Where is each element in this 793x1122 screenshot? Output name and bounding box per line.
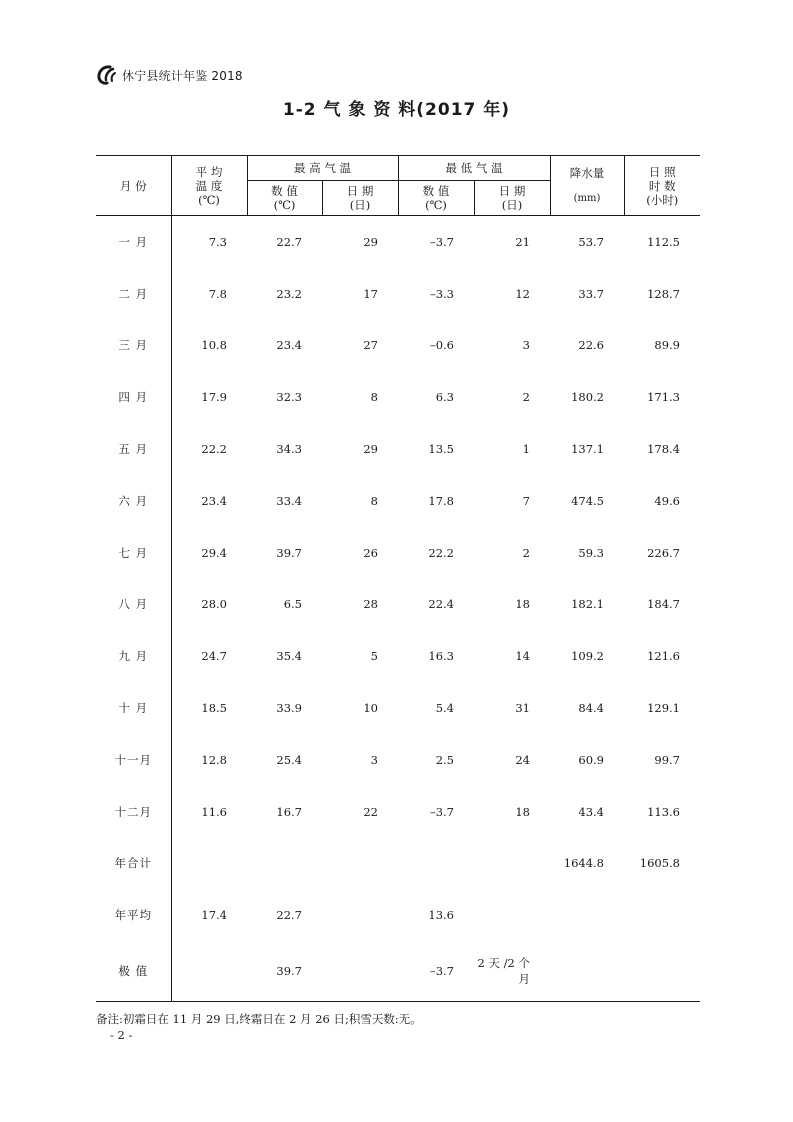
footnote: 备注:初霜日在 11 月 29 日,终霜日在 2 月 26 日;积雪天数:无。 bbox=[96, 1012, 422, 1026]
avg-temp-cell: 24.7 bbox=[171, 630, 247, 682]
min-temp-date-cell: 12 bbox=[515, 286, 530, 301]
avg-temp-cell: 28.0 bbox=[171, 579, 247, 631]
min-temp-cell: 16.3 bbox=[428, 649, 454, 664]
min-temp-date-cell: 2 bbox=[522, 390, 530, 405]
min-temp-cell: 5.4 bbox=[435, 701, 454, 716]
avg-temp-header: 平 均 温 度 (℃) bbox=[171, 156, 247, 216]
table-row bbox=[96, 268, 700, 320]
min-temp-value-header: 数 值 (℃) bbox=[398, 181, 474, 216]
month-label-cell: 十二月 bbox=[114, 804, 152, 819]
max-temp-date-cell: 27 bbox=[363, 338, 378, 353]
precipitation-cell: 43.4 bbox=[578, 804, 604, 819]
precipitation-cell: 137.1 bbox=[571, 442, 604, 457]
month-label-cell: 七 月 bbox=[118, 545, 149, 560]
page-title: 1-2 气 象 资 料(2017 年) bbox=[282, 100, 511, 120]
month-label-cell: 十一月 bbox=[114, 752, 152, 767]
min-temp-date-cell: 3 bbox=[522, 338, 530, 353]
min-temp-date-cell: 1 bbox=[522, 442, 530, 457]
page-number: - 2 - bbox=[110, 1028, 133, 1042]
min-temp-date-cell: 2 bbox=[522, 545, 530, 560]
table-row bbox=[96, 475, 700, 527]
table-row bbox=[96, 216, 700, 268]
max-temp-date-cell: 28 bbox=[363, 597, 378, 612]
precipitation-cell: 84.4 bbox=[578, 701, 604, 716]
avg-temp-cell: 12.8 bbox=[171, 734, 247, 786]
min-temp-date-cell: 14 bbox=[515, 649, 530, 664]
precipitation-cell bbox=[550, 889, 624, 941]
avg-temp-cell: 7.3 bbox=[171, 216, 247, 268]
max-temp-group-header: 最 高 气 温 bbox=[247, 156, 398, 181]
month-label-cell: 六 月 bbox=[118, 493, 149, 508]
max-temp-date-cell: 29 bbox=[363, 442, 378, 457]
sunshine-cell: 184.7 bbox=[647, 597, 680, 612]
sunshine-cell: 99.7 bbox=[654, 752, 680, 767]
table-row bbox=[96, 423, 700, 475]
max-temp-cell: 32.3 bbox=[276, 390, 302, 405]
precipitation-cell: 109.2 bbox=[571, 649, 604, 664]
avg-temp-cell: 29.4 bbox=[171, 527, 247, 579]
precipitation-cell bbox=[550, 941, 624, 1002]
precipitation-cell: 60.9 bbox=[578, 752, 604, 767]
avg-temp-cell: 11.6 bbox=[171, 786, 247, 838]
precipitation-header: 降水量 (mm) bbox=[550, 156, 624, 216]
avg-temp-cell: 10.8 bbox=[171, 320, 247, 372]
table-row bbox=[96, 579, 700, 631]
month-label-cell: 八 月 bbox=[118, 597, 149, 612]
month-label-cell: 年合计 bbox=[114, 856, 152, 871]
max-temp-date-cell: 17 bbox=[363, 286, 378, 301]
table-row bbox=[96, 320, 700, 372]
max-temp-date-header: 日 期 (日) bbox=[322, 181, 398, 216]
weather-data-table bbox=[96, 155, 700, 1002]
sunshine-cell: 129.1 bbox=[647, 701, 680, 716]
sunshine-cell: 112.5 bbox=[647, 234, 680, 249]
min-temp-cell: 22.4 bbox=[428, 597, 454, 612]
table-row bbox=[96, 682, 700, 734]
max-temp-cell: 33.4 bbox=[276, 493, 302, 508]
avg-temp-cell: 17.4 bbox=[171, 889, 247, 941]
avg-temp-cell: 18.5 bbox=[171, 682, 247, 734]
month-label-cell: 二 月 bbox=[118, 286, 149, 301]
max-temp-date-cell bbox=[322, 838, 398, 890]
sunshine-cell: 178.4 bbox=[647, 442, 680, 457]
sunshine-cell: 121.6 bbox=[647, 649, 680, 664]
month-label-cell: 十 月 bbox=[118, 701, 149, 716]
max-temp-date-cell bbox=[322, 889, 398, 941]
sunshine-cell: 49.6 bbox=[654, 493, 680, 508]
sunshine-cell: 113.6 bbox=[647, 804, 680, 819]
min-temp-cell: –3.3 bbox=[429, 286, 454, 301]
max-temp-date-cell: 10 bbox=[363, 701, 378, 716]
min-temp-date-header: 日 期 (日) bbox=[474, 181, 550, 216]
sunshine-cell: 89.9 bbox=[654, 338, 680, 353]
month-header: 月 份 bbox=[96, 156, 171, 216]
max-temp-date-cell: 22 bbox=[363, 804, 378, 819]
table-row bbox=[96, 630, 700, 682]
table-row bbox=[96, 941, 700, 1002]
max-temp-cell: 22.7 bbox=[276, 234, 302, 249]
max-temp-date-cell bbox=[322, 941, 398, 1002]
month-label-cell: 九 月 bbox=[118, 649, 149, 664]
month-label-cell: 五 月 bbox=[118, 442, 149, 457]
table-row bbox=[96, 734, 700, 786]
max-temp-date-cell: 5 bbox=[370, 649, 378, 664]
max-temp-cell: 16.7 bbox=[276, 804, 302, 819]
precipitation-cell: 53.7 bbox=[578, 234, 604, 249]
min-temp-cell: 2.5 bbox=[435, 752, 454, 767]
max-temp-date-cell: 26 bbox=[363, 545, 378, 560]
table-row bbox=[96, 838, 700, 890]
avg-temp-cell bbox=[171, 838, 247, 890]
month-label-cell: 四 月 bbox=[118, 390, 149, 405]
max-temp-cell: 22.7 bbox=[276, 908, 302, 923]
min-temp-date-cell: 18 bbox=[515, 597, 530, 612]
min-temp-cell: 17.8 bbox=[428, 493, 454, 508]
min-temp-date-cell bbox=[474, 889, 550, 941]
table-row bbox=[96, 889, 700, 941]
table-row bbox=[96, 371, 700, 423]
avg-temp-cell bbox=[171, 941, 247, 1002]
max-temp-date-cell: 8 bbox=[370, 493, 378, 508]
max-temp-cell: 25.4 bbox=[276, 752, 302, 767]
min-temp-cell: 6.3 bbox=[435, 390, 454, 405]
month-label-cell: 年平均 bbox=[114, 908, 152, 923]
sunshine-cell bbox=[624, 889, 700, 941]
table-row bbox=[96, 527, 700, 579]
precipitation-cell: 59.3 bbox=[578, 545, 604, 560]
min-temp-cell: 13.6 bbox=[428, 908, 454, 923]
precipitation-cell: 182.1 bbox=[571, 597, 604, 612]
max-temp-cell: 33.9 bbox=[276, 701, 302, 716]
avg-temp-cell: 23.4 bbox=[171, 475, 247, 527]
precipitation-cell: 180.2 bbox=[571, 390, 604, 405]
max-temp-cell bbox=[247, 838, 322, 890]
max-temp-cell: 39.7 bbox=[276, 545, 302, 560]
yearbook-header bbox=[96, 63, 243, 87]
max-temp-date-cell: 8 bbox=[370, 390, 378, 405]
sunshine-cell bbox=[624, 941, 700, 1002]
min-temp-date-cell: 18 bbox=[515, 804, 530, 819]
month-label-cell: 一 月 bbox=[118, 234, 149, 249]
sunshine-cell: 128.7 bbox=[647, 286, 680, 301]
max-temp-cell: 39.7 bbox=[247, 941, 322, 1002]
min-temp-cell bbox=[398, 838, 474, 890]
max-temp-value-header: 数 值 (℃) bbox=[247, 181, 322, 216]
max-temp-cell: 23.2 bbox=[276, 286, 302, 301]
min-temp-cell: 13.5 bbox=[428, 442, 454, 457]
min-temp-date-cell: 24 bbox=[515, 752, 530, 767]
min-temp-date-cell: 7 bbox=[522, 493, 530, 508]
min-temp-cell: –3.7 bbox=[429, 234, 454, 249]
month-label-cell: 极 值 bbox=[96, 941, 171, 1002]
sunshine-cell: 171.3 bbox=[647, 390, 680, 405]
max-temp-cell: 23.4 bbox=[276, 338, 302, 353]
sunshine-cell: 226.7 bbox=[647, 545, 680, 560]
max-temp-cell: 34.3 bbox=[276, 442, 302, 457]
avg-temp-cell: 7.8 bbox=[171, 268, 247, 320]
min-temp-date-cell: 2 天 /2 个月 bbox=[474, 941, 550, 1002]
sunshine-cell: 1605.8 bbox=[639, 856, 680, 871]
max-temp-date-cell: 29 bbox=[363, 234, 378, 249]
min-temp-cell: –3.7 bbox=[398, 941, 474, 1002]
sunshine-header: 日 照 时 数 (小时) bbox=[624, 156, 700, 216]
avg-temp-cell: 22.2 bbox=[171, 423, 247, 475]
table-row bbox=[96, 786, 700, 838]
yearbook-logo-icon bbox=[96, 64, 118, 86]
min-temp-date-cell bbox=[474, 838, 550, 890]
max-temp-cell: 6.5 bbox=[283, 597, 302, 612]
min-temp-cell: –3.7 bbox=[429, 804, 454, 819]
min-temp-date-cell: 21 bbox=[515, 234, 530, 249]
min-temp-cell: –0.6 bbox=[429, 338, 454, 353]
precipitation-cell: 33.7 bbox=[578, 286, 604, 301]
min-temp-date-cell: 31 bbox=[515, 701, 530, 716]
max-temp-date-cell: 3 bbox=[370, 752, 378, 767]
min-temp-group-header: 最 低 气 温 bbox=[398, 156, 550, 181]
max-temp-cell: 35.4 bbox=[276, 649, 302, 664]
header-text: 休宁县统计年鉴 2018 bbox=[122, 68, 243, 83]
precipitation-cell: 474.5 bbox=[571, 493, 604, 508]
precipitation-cell: 22.6 bbox=[578, 338, 604, 353]
month-label-cell: 三 月 bbox=[118, 338, 149, 353]
avg-temp-cell: 17.9 bbox=[171, 371, 247, 423]
min-temp-cell: 22.2 bbox=[428, 545, 454, 560]
precipitation-cell: 1644.8 bbox=[563, 856, 604, 871]
